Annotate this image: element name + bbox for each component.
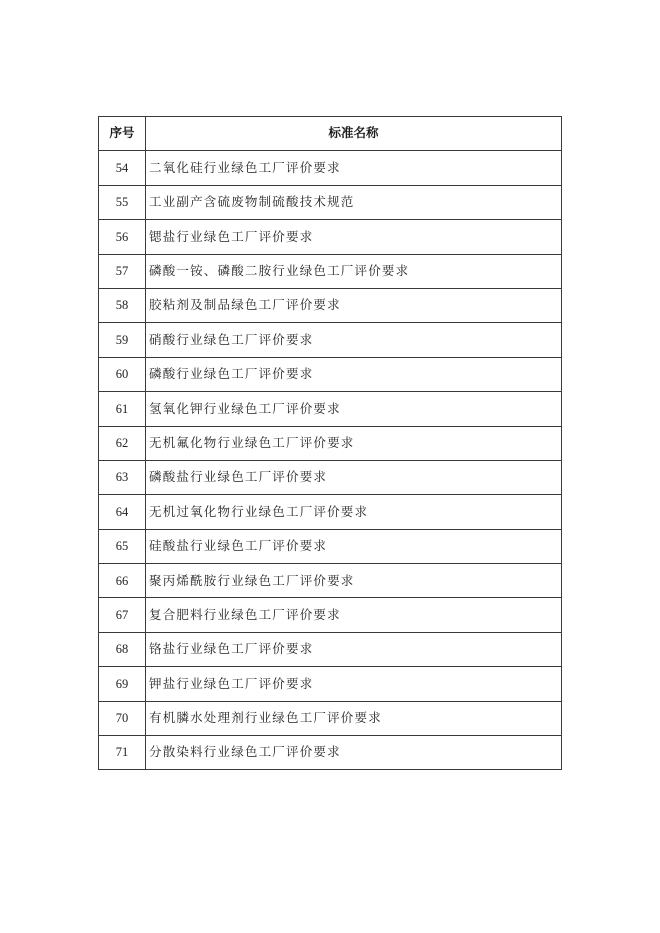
table-row (99, 151, 562, 185)
row-name: 钾盐行业绿色工厂评价要求 (146, 667, 562, 701)
row-name: 聚丙烯酰胺行业绿色工厂评价要求 (146, 564, 562, 598)
row-name: 磷酸盐行业绿色工厂评价要求 (146, 460, 562, 494)
row-name: 铬盐行业绿色工厂评价要求 (146, 632, 562, 666)
row-number: 55 (99, 185, 146, 219)
row-number: 60 (99, 357, 146, 391)
row-number: 62 (99, 426, 146, 460)
row-name: 二氧化硅行业绿色工厂评价要求 (146, 151, 562, 185)
row-number: 68 (99, 632, 146, 666)
row-number: 66 (99, 564, 146, 598)
row-number: 61 (99, 392, 146, 426)
header-number: 序号 (99, 117, 146, 151)
table-row (99, 220, 562, 254)
row-number: 64 (99, 495, 146, 529)
row-number: 67 (99, 598, 146, 632)
row-number: 57 (99, 254, 146, 288)
row-name: 无机氟化物行业绿色工厂评价要求 (146, 426, 562, 460)
table-row (99, 667, 562, 701)
standards-table (98, 116, 562, 770)
row-number: 65 (99, 529, 146, 563)
table-row (99, 323, 562, 357)
row-number: 70 (99, 701, 146, 735)
row-name: 复合肥料行业绿色工厂评价要求 (146, 598, 562, 632)
row-name: 磷酸一铵、磷酸二胺行业绿色工厂评价要求 (146, 254, 562, 288)
row-name: 硝酸行业绿色工厂评价要求 (146, 323, 562, 357)
table-row (99, 632, 562, 666)
row-name: 硅酸盐行业绿色工厂评价要求 (146, 529, 562, 563)
row-number: 59 (99, 323, 146, 357)
table-row (99, 426, 562, 460)
row-number: 63 (99, 460, 146, 494)
table-row (99, 254, 562, 288)
table-row (99, 392, 562, 426)
table-row (99, 357, 562, 391)
row-name: 锶盐行业绿色工厂评价要求 (146, 220, 562, 254)
row-name: 磷酸行业绿色工厂评价要求 (146, 357, 562, 391)
table-row (99, 495, 562, 529)
table-row (99, 736, 562, 770)
row-number: 54 (99, 151, 146, 185)
row-name: 工业副产含硫废物制硫酸技术规范 (146, 185, 562, 219)
table-row (99, 598, 562, 632)
row-name: 氢氧化钾行业绿色工厂评价要求 (146, 392, 562, 426)
table-row (99, 288, 562, 322)
row-number: 69 (99, 667, 146, 701)
row-name: 无机过氧化物行业绿色工厂评价要求 (146, 495, 562, 529)
row-number: 56 (99, 220, 146, 254)
table-header-row (99, 117, 562, 151)
row-name: 胶粘剂及制品绿色工厂评价要求 (146, 288, 562, 322)
table-row (99, 564, 562, 598)
table-row (99, 701, 562, 735)
row-name: 有机膦水处理剂行业绿色工厂评价要求 (146, 701, 562, 735)
table-row (99, 529, 562, 563)
header-name: 标准名称 (146, 117, 562, 151)
table-row (99, 185, 562, 219)
row-number: 58 (99, 288, 146, 322)
row-number: 71 (99, 736, 146, 770)
table-row (99, 460, 562, 494)
row-name: 分散染料行业绿色工厂评价要求 (146, 736, 562, 770)
